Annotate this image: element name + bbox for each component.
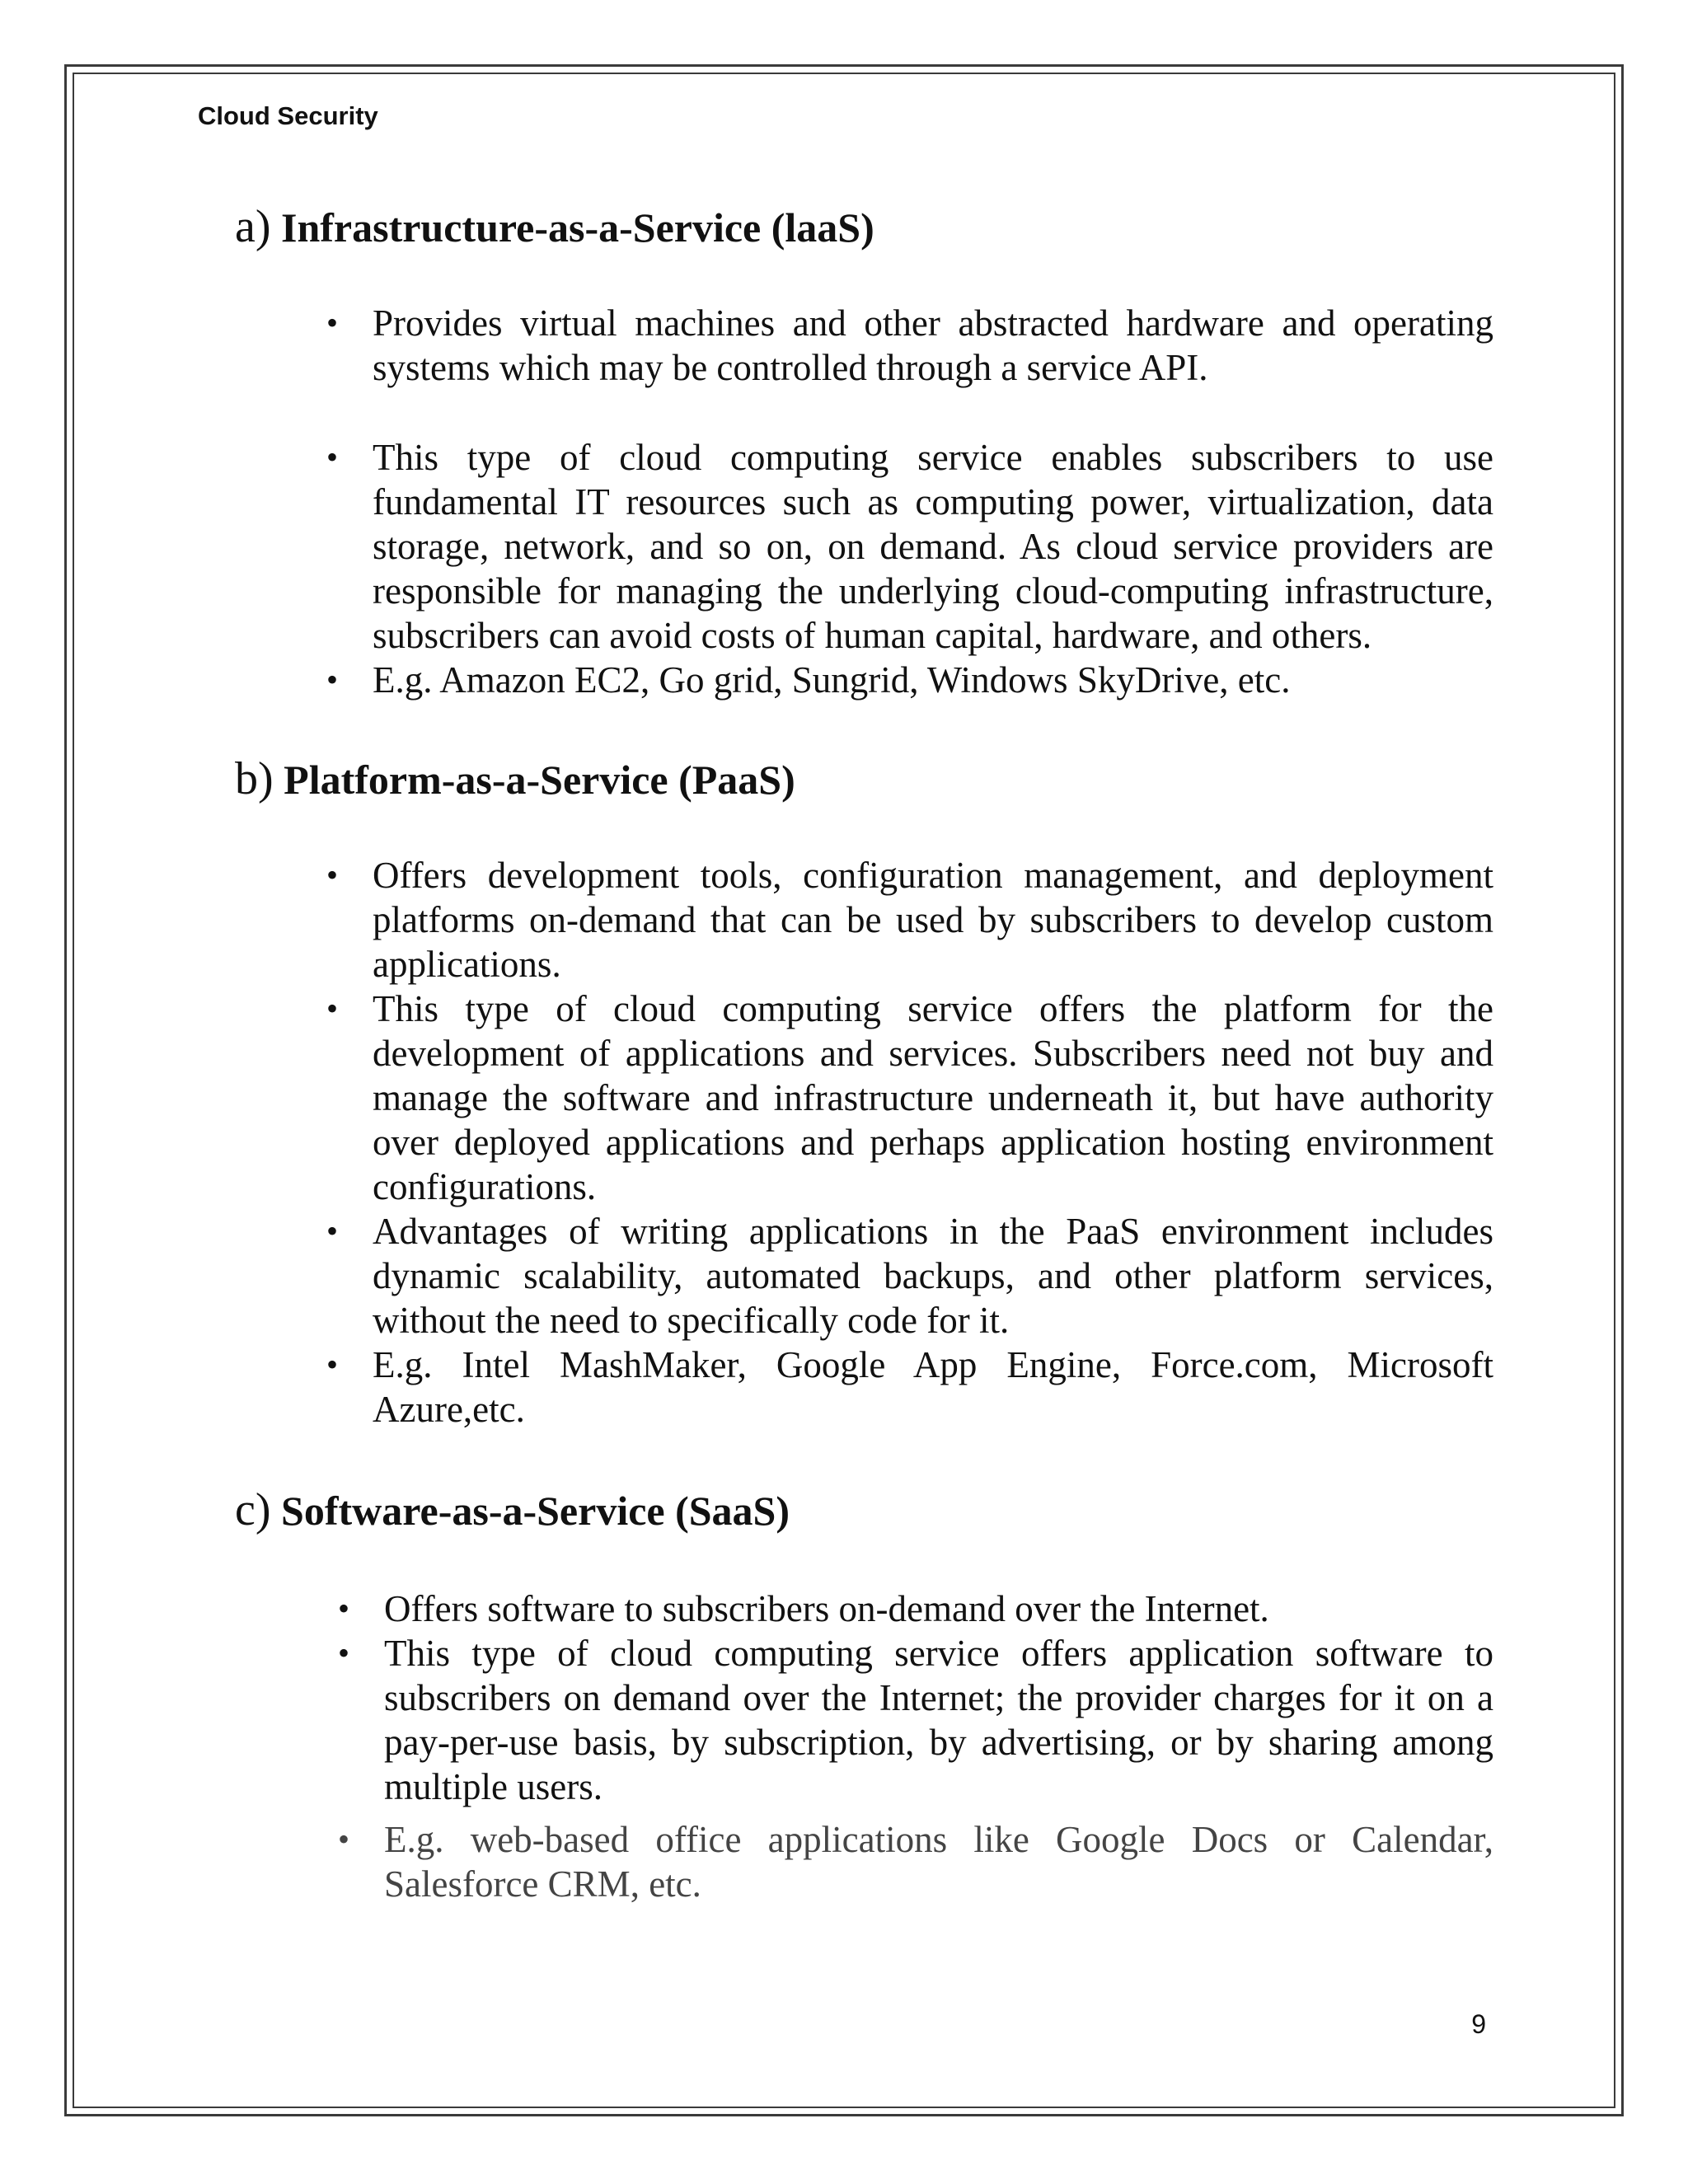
page-number: 9 <box>1471 2009 1486 2039</box>
bullet-icon: • <box>326 661 339 698</box>
bullet-icon: • <box>338 1634 350 1671</box>
list-item: • Offers software to subscribers on-demand over the Internet. <box>338 1588 1269 1629</box>
list-item: • Advantages of writing applications in the PaaS environment includes dynamic scalability, automated backups, and other platform services, without the need to specifically code for it. <box>326 1211 1493 1341</box>
section-heading <box>235 202 1496 252</box>
section-heading <box>235 1485 1496 1535</box>
section-heading <box>235 754 1496 804</box>
list-item: • This type of cloud computing service offers application software to subscribers on demand over the Internet; the provider charges for it on a pay-per-use basis, by subscription, by advertising, or by sharing among multiple users. <box>338 1633 1493 1807</box>
list-item: • E.g. Intel MashMaker, Google App Engine, Force.com, Microsoft Azure,etc. <box>326 1344 1493 1430</box>
section-letter: a) <box>235 201 271 252</box>
section-iaas <box>235 202 1496 252</box>
iaas-bullet-list <box>326 301 1493 702</box>
bullet-icon: • <box>326 990 339 1027</box>
list-item: • E.g. web-based office applications like Google Docs or Calendar, Salesforce CRM, etc. <box>338 1819 1493 1905</box>
bullet-icon: • <box>338 1821 350 1858</box>
section-saas <box>235 1485 1496 1535</box>
bullet-icon: • <box>338 1590 350 1627</box>
bullet-icon: • <box>326 304 339 341</box>
section-letter: b) <box>235 753 274 804</box>
running-header: Cloud Security <box>198 101 378 130</box>
saas-bullet-list <box>338 1586 1493 1906</box>
list-item: • E.g. Amazon EC2, Go grid, Sungrid, Windows SkyDrive, etc. <box>326 659 1291 701</box>
section-paas <box>235 754 1496 804</box>
paas-bullet-list <box>326 853 1493 1432</box>
section-letter: c) <box>235 1484 271 1535</box>
section-title: Platform-as-a-Service (PaaS) <box>284 757 795 803</box>
bullet-icon: • <box>326 1212 339 1249</box>
bullet-icon: • <box>326 1346 339 1383</box>
list-item: • This type of cloud computing service enables subscribers to use fundamental IT resources such as computing power, virtualization, data storage, network, and so on, on demand. As cloud service providers are responsible for managing the underlying cloud-computing infrastructure, subscribers can avoid costs of human capital, hardware, and others. <box>326 437 1493 656</box>
list-item: • This type of cloud computing service offers the platform for the development of applications and services. Subscribers need not buy and manage the software and infrastructure underneath it, but have authority over deployed applications and perhaps application hosting environment configurations. <box>326 988 1493 1207</box>
bullet-icon: • <box>326 856 339 893</box>
section-title: Infrastructure-as-a-Service (laaS) <box>281 204 874 251</box>
list-item: • Provides virtual machines and other abstracted hardware and operating systems which may be controlled through a service API. <box>326 302 1493 388</box>
list-item: • Offers development tools, configuration management, and deployment platforms on-demand that can be used by subscribers to develop custom applications. <box>326 855 1493 985</box>
section-title: Software-as-a-Service (SaaS) <box>281 1488 790 1534</box>
bullet-icon: • <box>326 438 339 476</box>
